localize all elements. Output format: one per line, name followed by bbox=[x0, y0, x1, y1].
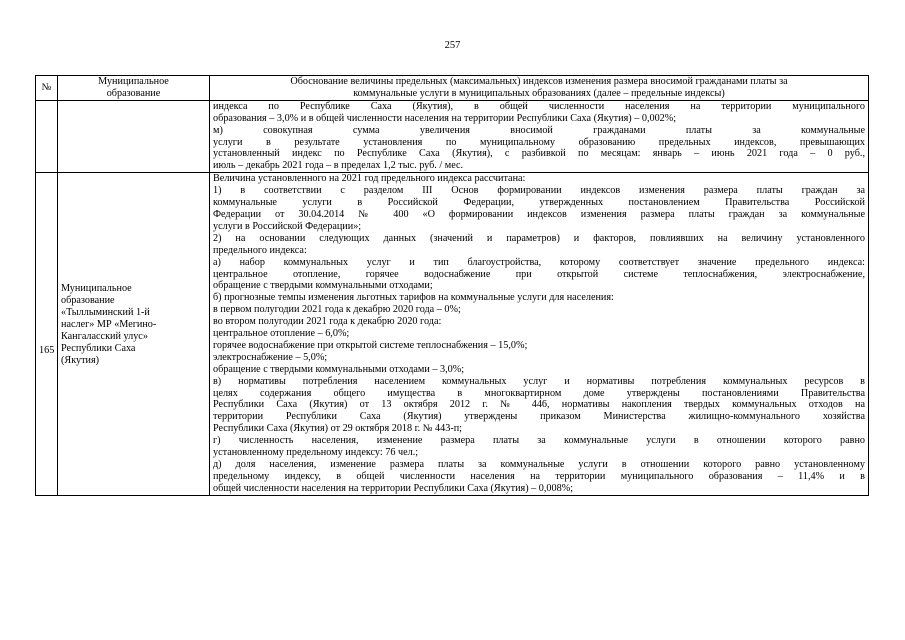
justification-cell bbox=[210, 100, 869, 172]
header-number: № bbox=[36, 76, 58, 101]
municipality-line: Кангаласский улус» bbox=[61, 330, 148, 342]
municipality-line: (Якутия) bbox=[61, 354, 100, 366]
justification-line: образования – 3,0% и в общей численности населения на территории Республики Саха (Якутия) – 0,002%; bbox=[213, 112, 677, 124]
justification-line: целях содержания общего имущества в многоквартирном доме утверждены постановлениями Правительства bbox=[213, 387, 865, 399]
table-header-row bbox=[36, 76, 869, 101]
justification-line: д) доля населения, изменение размера платы за коммунальные услуги в отношении которого равно установленному bbox=[213, 459, 865, 470]
justification-line: 1) в соответствии с разделом III Основ формировании индексов изменения размера платы граждан за bbox=[213, 185, 865, 197]
header-justification-line: коммунальные услуги в муниципальных образованиях (далее – предельные индексы) bbox=[353, 87, 725, 99]
justification-line: в) нормативы потребления населением коммунальных услуг и нормативы потребления коммунальных ресурсов в bbox=[213, 375, 865, 387]
justification-table bbox=[35, 75, 869, 496]
justification-line: Величина установленного на 2021 год предельного индекса рассчитана: bbox=[213, 173, 526, 185]
justification-line: а) набор коммунальных услуг и тип благоустройства, которому соответствует значение предельного индекса: bbox=[213, 256, 865, 268]
justification-line: предельному индексу, в общей численности населения на территории муниципального образования – 11,4% и в bbox=[213, 470, 865, 482]
justification-line: 2) на основании следующих данных (значений и параметров) и факторов, повлиявших на величину установленного bbox=[213, 232, 865, 244]
justification-line: центральное отопление – 6,0%; bbox=[213, 328, 350, 340]
municipality-line: Муниципальное bbox=[61, 283, 132, 295]
header-justification-line: Обоснование величины предельных (максимальных) индексов изменения размера вносимой гражданами платы за bbox=[290, 76, 788, 87]
row-number: 165 bbox=[36, 173, 58, 495]
justification-line: индекса по Республике Саха (Якутия), в общей численности населения на территории муниципального bbox=[213, 100, 865, 112]
justification-line: обращение с твердыми коммунальными отходами – 3,0%; bbox=[213, 363, 465, 375]
justification-line: в первом полугодии 2021 года к декабрю 2020 года – 0%; bbox=[213, 304, 461, 316]
justification-line: установленному предельному индексу: 76 чел.; bbox=[213, 447, 419, 459]
justification-line: Федерации от 30.04.2014 № 400 «О формировании индексов изменения размера платы граждан за коммунальные bbox=[213, 208, 865, 220]
header-municipality-line: Муниципальное bbox=[98, 76, 169, 87]
justification-line: Республики Саха (Якутия) от 13 октября 2012 г. № 446, нормативы накопления твердых коммунальных отходов на bbox=[213, 399, 865, 411]
justification-line: м) совокупная сумма увеличения вносимой гражданами платы за коммунальные bbox=[213, 124, 865, 136]
header-municipality bbox=[58, 76, 210, 101]
municipality-cell bbox=[58, 100, 210, 172]
justification-line: центральное отопление, горячее водоснабжение при открытой системе теплоснабжения, электроснабжение, bbox=[213, 268, 865, 280]
justification-cell bbox=[210, 173, 869, 495]
row-number bbox=[36, 100, 58, 172]
justification-line: электроснабжение – 5,0%; bbox=[213, 351, 328, 363]
table-row bbox=[36, 100, 869, 172]
justification-line: услуги в Российской Федерации»; bbox=[213, 220, 362, 232]
municipality-cell bbox=[58, 173, 210, 495]
municipality-line: Республики Саха bbox=[61, 342, 136, 354]
municipality-line: образование bbox=[61, 295, 115, 307]
justification-line: б) прогнозные темпы изменения льготных тарифов на коммунальные услуги для населения: bbox=[213, 292, 614, 304]
justification-line: во втором полугодии 2021 года к декабрю 2020 года: bbox=[213, 316, 442, 328]
justification-line: горячее водоснабжение при открытой системе теплоснабжения – 15,0%; bbox=[213, 339, 528, 351]
justification-line: обращение с твердыми коммунальными отходами; bbox=[213, 280, 433, 292]
justification-line: коммунальные услуги в Российской Федерации, утвержденных постановлением Правительства Российской bbox=[213, 197, 865, 209]
justification-line: июль – декабрь 2021 года – в пределах 1,2 тыс. руб. / мес. bbox=[213, 160, 464, 172]
justification-line: услуги в результате установления по муниципальному образованию предельных индексов, превышающих bbox=[213, 136, 865, 148]
justification-line: г) численность населения, изменение размера платы за коммунальные услуги в отношении которого равно bbox=[213, 435, 865, 447]
justification-line: территории Республики Саха (Якутия) утверждены приказом Министерства жилищно-коммунального хозяйства bbox=[213, 411, 865, 423]
municipality-line: «Тыллыминский 1-й bbox=[61, 307, 150, 319]
municipality-line: наслег» МР «Мегино- bbox=[61, 318, 157, 330]
header-municipality-line: образование bbox=[106, 87, 161, 99]
justification-line: Республики Саха (Якутия) от 29 октября 2018 г. № 443-п; bbox=[213, 423, 462, 435]
header-justification bbox=[210, 76, 869, 101]
page-number: 257 bbox=[444, 40, 461, 51]
justification-line: общей численности населения на территории Республики Саха (Якутия) – 0,008%; bbox=[213, 482, 574, 494]
justification-line: предельного индекса: bbox=[213, 244, 307, 256]
table-row bbox=[36, 173, 869, 495]
justification-line: установленный индекс по Республике Саха (Якутия), с разбивкой по месяцам: январь – июнь 2021 года – 0 руб., bbox=[213, 148, 865, 160]
